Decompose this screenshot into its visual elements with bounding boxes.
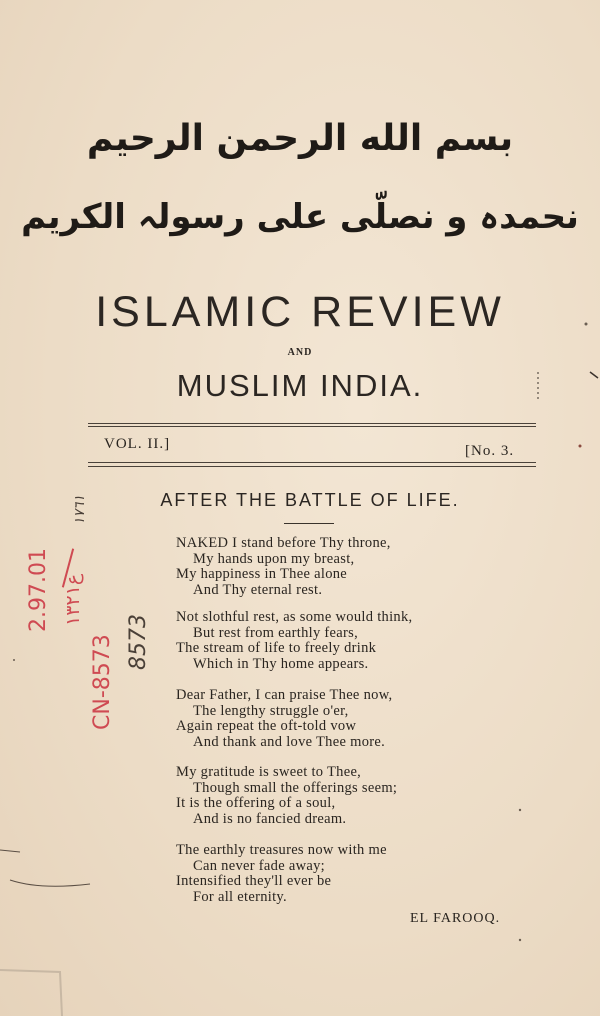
poem-line: For all eternity. [193,888,287,905]
poem-line: Intensified they'll ever be [176,873,332,890]
pencil-annotation: ١٧٦١ [72,494,88,525]
publication-subtitle: MUSLIM INDIA. [176,368,424,403]
poem-line: The stream of life to freely drink [176,640,377,657]
poem-line: The lengthy struggle o'er, [193,702,349,719]
volume-label: VOL. II.] [104,436,171,452]
title-conjunction: AND [287,347,313,358]
poem-line: Can never fade away; [193,857,326,874]
pencil-accession-number: 8573 [126,614,151,670]
poem-line: And Thy eternal rest. [193,581,323,598]
poem-line: Which in Thy home appears. [193,655,369,672]
poem-line: And thank and love Thee more. [193,733,386,750]
poem-title: AFTER THE BATTLE OF LIFE. [160,490,460,510]
accession-stamp-date: 2.97.01 [26,548,51,632]
poem-line: Not slothful rest, as some would think, [176,609,413,625]
poem-author: EL FAROOQ. [410,911,501,926]
arabic-blessing-heading: نحمدہ و نصلّی علی رسولہ الکریم [21,197,579,237]
publication-title: ISLAMIC REVIEW [95,288,505,336]
poem-line: It is the offering of a soul, [176,795,336,812]
poem-line: And is no fancied dream. [193,810,347,827]
bismillah-heading: بسم الله الرحمن الرحیم [86,118,514,159]
poem-line: My hands upon my breast, [193,550,355,567]
issue-number-label: [No. 3. [465,443,515,459]
poem-line: My gratitude is sweet to Thee, [176,764,362,780]
poem-line: My happiness in Thee alone [176,566,348,583]
poem-line: But rest from earthly fears, [193,624,359,641]
accession-stamp-number: CN-8573 [90,634,115,730]
poem-line: Though small the offerings seem; [193,779,398,796]
poem-line: NAKED I stand before Thy throne, [176,535,391,551]
poem-line: The earthly treasures now with me [176,842,387,858]
poem-line: Dear Father, I can praise Thee now, [176,687,393,703]
accession-stamp-code: ع١٣٢١ [62,573,84,626]
poem-line: Again repeat the oft-told vow [176,718,357,735]
